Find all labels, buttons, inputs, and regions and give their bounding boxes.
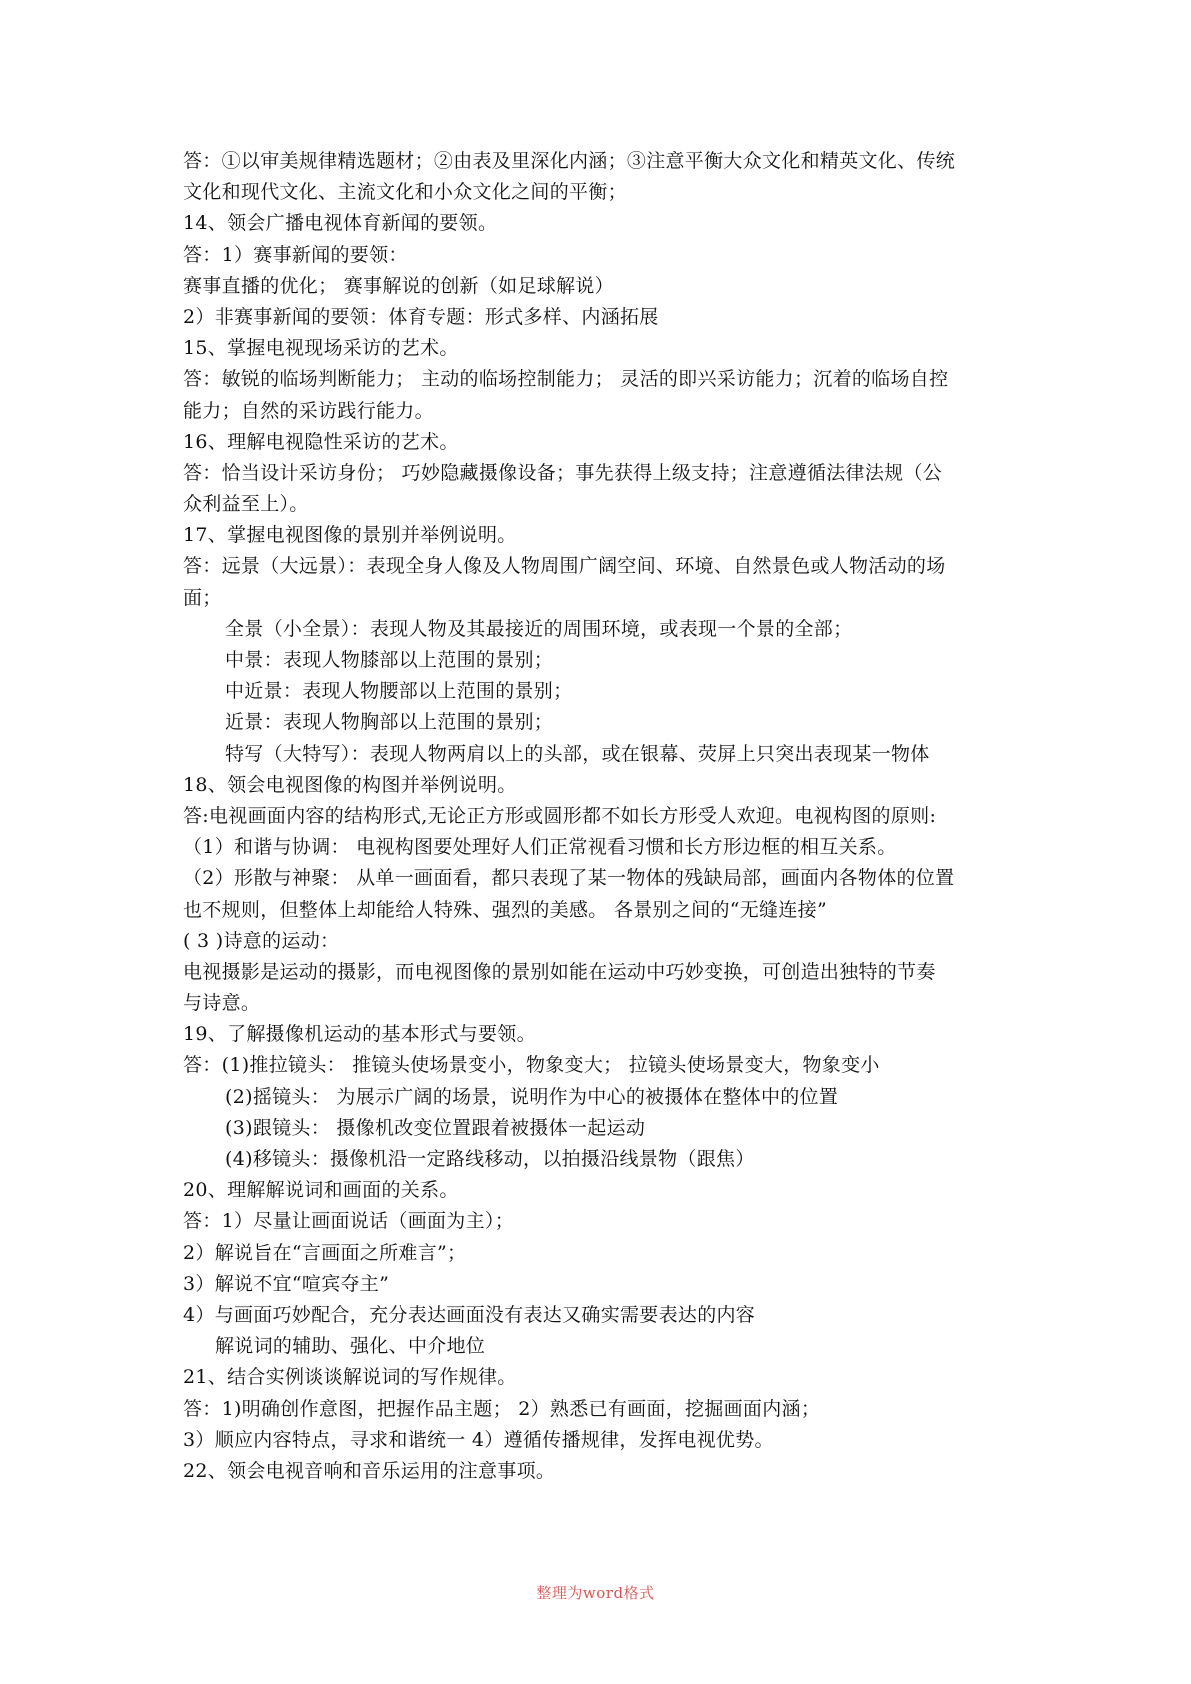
answer-17-line-1: 答：远景（大远景）：表现全身人像及人物周围广阔空间、环境、自然景色或人物活动的场 — [183, 555, 946, 578]
question-15: 15、掌握电视现场采访的艺术。 — [183, 337, 459, 360]
answer-19-line-1: 答：(1)推拉镜头： 推镜头使场景变小，物象变大； 拉镜头使场景变大，物象变小 — [183, 1054, 880, 1077]
answer-20-line-2: 2）解说旨在“言画面之所难言”； — [183, 1241, 467, 1264]
answer-19-line-3: (3)跟镜头： 摄像机改变位置跟着被摄体一起运动 — [225, 1116, 646, 1139]
answer-18-line-4: 也不规则，但整体上却能给人特殊、强烈的美感。 各景别之间的“无缝连接” — [183, 898, 827, 921]
answer-14-line-2: 赛事直播的优化； 赛事解说的创新（如足球解说） — [183, 274, 614, 297]
answer-15-line-1: 答：敏锐的临场判断能力； 主动的临场控制能力； 灵活的即兴采访能力；沉着的临场自控 — [183, 368, 949, 391]
answer-18-line-7: 与诗意。 — [183, 992, 261, 1015]
question-14: 14、领会广播电视体育新闻的要领。 — [183, 212, 498, 235]
question-17: 17、掌握电视图像的景别并举例说明。 — [183, 524, 517, 547]
answer-19-line-2: (2)摇镜头： 为展示广阔的场景，说明作为中心的被摄体在整体中的位置 — [225, 1085, 839, 1108]
answer-19-line-4: (4)移镜头：摄像机沿一定路线移动，以拍摄沿线景物（跟焦） — [225, 1148, 755, 1170]
answer-13-line-2: 文化和现代文化、主流文化和小众文化之间的平衡； — [183, 181, 627, 204]
answer-17-line-7: 特写（大特写）：表现人物两肩以上的头部，或在银幕、荧屏上只突出表现某一物体 — [225, 742, 930, 765]
page-footer: 整理为word格式 — [536, 1584, 655, 1602]
answer-17-line-2: 面； — [183, 586, 222, 609]
answer-20-line-1: 答：1）尽量让画面说话（画面为主）； — [183, 1210, 514, 1233]
answer-17-line-5: 中近景：表现人物腰部以上范围的景别； — [225, 680, 573, 703]
question-21: 21、结合实例谈谈解说词的写作规律。 — [183, 1366, 517, 1389]
answer-18-line-5: ( 3 )诗意的运动： — [183, 929, 340, 952]
document-body — [183, 146, 1023, 1487]
answer-20-line-5: 解说词的辅助、强化、中介地位 — [215, 1335, 486, 1358]
answer-13-line-1: 答：①以审美规律精选题材；②由表及里深化内涵；③注意平衡大众文化和精英文化、传统 — [183, 150, 956, 172]
answer-18-line-2: （1）和谐与协调： 电视构图要处理好人们正常视看习惯和长方形边框的相互关系。 — [183, 836, 897, 859]
answer-16-line-1: 答：恰当设计采访身份； 巧妙隐藏摄像设备；事先获得上级支持；注意遵循法律法规（公 — [183, 461, 943, 484]
answer-17-line-6: 近景：表现人物胸部以上范围的景别； — [225, 711, 554, 734]
answer-14-line-3: 2）非赛事新闻的要领：体育专题：形式多样、内涵拓展 — [183, 305, 659, 328]
question-22: 22、领会电视音响和音乐运用的注意事项。 — [183, 1459, 556, 1482]
question-18: 18、领会电视图像的构图并举例说明。 — [183, 773, 517, 796]
answer-20-line-3: 3）解说不宜“喧宾夺主” — [183, 1272, 390, 1295]
answer-21-line-1: 答：1)明确创作意图，把握作品主题； 2）熟悉已有画面，挖掘画面内涵； — [183, 1397, 821, 1420]
answer-17-line-3: 全景（小全景）：表现人物及其最接近的周围环境，或表现一个景的全部； — [225, 617, 853, 640]
answer-20-line-4: 4）与画面巧妙配合，充分表达画面没有表达又确实需要表达的内容 — [183, 1303, 756, 1326]
answer-21-line-2: 3）顺应内容特点，寻求和谐统一 4）遵循传播规律，发挥电视优势。 — [183, 1428, 774, 1451]
answer-16-line-2: 众利益至上）。 — [183, 493, 309, 516]
question-19: 19、了解摄像机运动的基本形式与要领。 — [183, 1023, 536, 1046]
answer-18-line-6: 电视摄影是运动的摄影，而电视图像的景别如能在运动中巧妙变换，可创造出独特的节奏 — [183, 960, 936, 983]
answer-18-line-3: （2）形散与神聚： 从单一画面看，都只表现了某一物体的残缺局部，画面内各物体的位置 — [183, 867, 955, 890]
answer-14-line-1: 答：1）赛事新闻的要领： — [183, 243, 408, 266]
answer-15-line-2: 能力；自然的采访践行能力。 — [183, 399, 434, 422]
answer-18-line-1: 答:电视画面内容的结构形式,无论正方形或圆形都不如长方形受人欢迎。电视构图的原则: — [183, 804, 937, 827]
question-16: 16、理解电视隐性采访的艺术。 — [183, 430, 459, 453]
question-20: 20、理解解说词和画面的关系。 — [183, 1179, 459, 1202]
answer-17-line-4: 中景：表现人物膝部以上范围的景别； — [225, 649, 554, 671]
